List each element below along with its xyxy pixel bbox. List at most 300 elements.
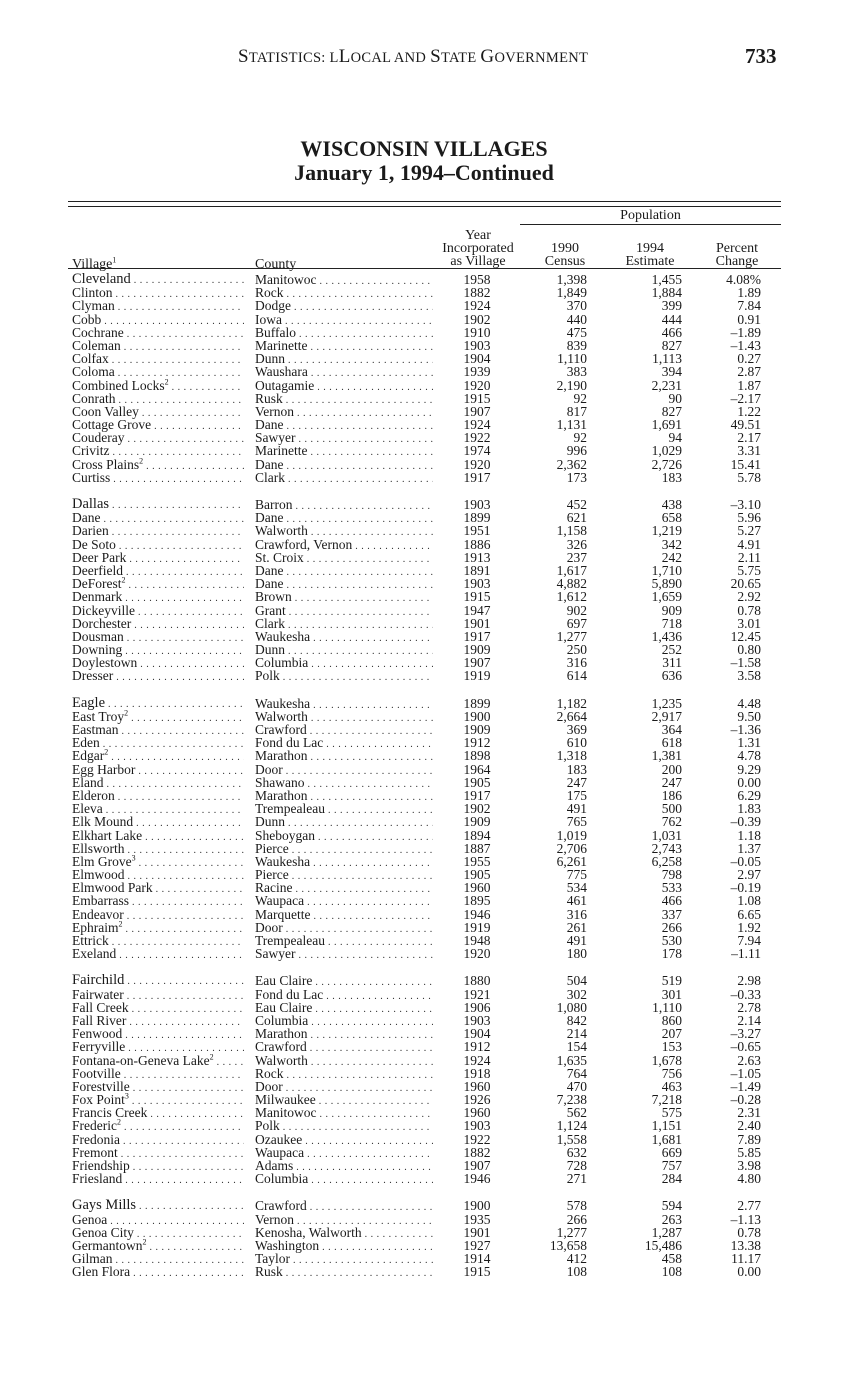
- estimate-1994: 762: [661, 814, 682, 830]
- year-incorporated: 1958: [463, 272, 491, 287]
- estimate-1994: 444: [661, 311, 682, 327]
- estimate-1994: 636: [661, 668, 682, 684]
- county-name: Brown . . .: [255, 590, 433, 605]
- estimate-1994: 1,031: [651, 827, 682, 843]
- county-name: Ozaukee . . .: [255, 1133, 433, 1148]
- title-line-2: January 1, 1994–Continued: [294, 160, 554, 185]
- county-name: Kenosha, Walworth . . .: [255, 1226, 433, 1241]
- percent-change: –1.13: [730, 1211, 761, 1227]
- census-1990: 370: [566, 298, 587, 314]
- year-incorporated: 1902: [463, 801, 491, 817]
- census-1990: 764: [566, 1065, 587, 1081]
- county-name: Adams . . .: [255, 1159, 433, 1174]
- percent-change: –1.36: [730, 722, 761, 737]
- estimate-header: 1994 Estimate: [625, 241, 675, 269]
- county-name: Dunn . . .: [255, 815, 433, 830]
- census-1990: 316: [566, 906, 587, 922]
- estimate-1994: 1,029: [651, 443, 682, 459]
- estimate-1994: 263: [661, 1211, 682, 1227]
- percent-change: 5.27: [737, 523, 761, 539]
- county-name: Waupaca . . .: [255, 894, 433, 909]
- year-incorporated: 1960: [463, 1105, 491, 1121]
- county-name: Crawford, Vernon . . .: [255, 538, 433, 553]
- year-incorporated: 1900: [463, 708, 491, 724]
- percent-change: 4.08%: [726, 272, 761, 287]
- percent-change-header: Percent Change: [715, 241, 759, 269]
- estimate-1994: 266: [661, 919, 682, 935]
- table-row: [72, 418, 792, 431]
- village-name: Fairwater . . .: [72, 988, 244, 1003]
- table-row: [72, 1159, 792, 1172]
- population-header: Population: [620, 208, 681, 223]
- percent-change: 5.78: [737, 469, 761, 485]
- table-row: [72, 988, 792, 1001]
- estimate-1994: 860: [661, 1012, 682, 1028]
- village-name: Fremont . . .: [72, 1146, 244, 1161]
- census-1990: 183: [566, 761, 587, 777]
- percent-change: 1.37: [737, 840, 761, 856]
- percent-change: 3.01: [737, 615, 761, 631]
- year-incorporated: 1907: [463, 403, 491, 419]
- village-name: Dousman . . .: [72, 630, 244, 645]
- footnote-marker: 2: [121, 577, 126, 585]
- village-name: Curtiss . . .: [72, 471, 244, 486]
- estimate-1994: 2,726: [651, 456, 682, 472]
- table-row: [72, 749, 792, 762]
- table-row: [72, 776, 792, 789]
- census-1990: 470: [566, 1078, 587, 1094]
- year-incorporated: 1895: [463, 893, 491, 909]
- year-incorporated: 1882: [463, 285, 491, 301]
- table-group: [72, 1199, 792, 1278]
- percent-change: 4.78: [737, 748, 761, 764]
- census-1990: 765: [566, 814, 587, 830]
- table-row: [72, 1106, 792, 1119]
- village-name: Fox Point$^3$ . . .: [72, 1093, 244, 1108]
- census-1990: 2,362: [556, 456, 587, 472]
- percent-change: 0.91: [737, 311, 761, 327]
- table-group: [72, 273, 792, 484]
- table-row: [72, 564, 792, 577]
- year-incorporated: 1900: [463, 1198, 491, 1214]
- county-name: Rock . . .: [255, 286, 433, 301]
- census-1990: 1,617: [556, 562, 587, 578]
- county-name: Dane . . .: [255, 577, 433, 592]
- table-row: [72, 921, 792, 934]
- county-name: Walworth . . .: [255, 1054, 433, 1069]
- estimate-1994: 15,486: [644, 1237, 682, 1253]
- table-row: [72, 313, 792, 326]
- year-incorporated: 1922: [463, 1131, 491, 1147]
- county-name: Walworth . . .: [255, 710, 433, 725]
- county-name: Columbia . . .: [255, 656, 433, 671]
- village-name: Friendship . . .: [72, 1159, 244, 1174]
- estimate-1994: 342: [661, 536, 682, 552]
- estimate-1994: 153: [661, 1039, 682, 1055]
- county-name: Crawford . . .: [255, 723, 433, 738]
- estimate-1994: 364: [661, 722, 682, 737]
- county-name: Marathon . . .: [255, 749, 433, 764]
- census-1990: 2,190: [556, 377, 587, 393]
- year-incorporated: 1926: [463, 1092, 491, 1108]
- village-name: Fall Creek . . .: [72, 1001, 244, 1016]
- village-name: Dorchester . . .: [72, 617, 244, 632]
- footnote-marker: 2: [104, 749, 109, 757]
- county-name: Vernon . . .: [255, 1213, 433, 1228]
- village-name: Dallas . . .: [72, 498, 244, 512]
- table-row: [72, 617, 792, 630]
- table-row: [72, 669, 792, 682]
- county-name: Door . . .: [255, 1080, 433, 1095]
- year-incorporated: 1891: [463, 562, 491, 578]
- estimate-1994: 757: [661, 1158, 682, 1173]
- county-header: County: [255, 257, 297, 272]
- year-incorporated: 1920: [463, 946, 491, 962]
- villages-table: [72, 273, 792, 1293]
- percent-change: 2.14: [737, 1012, 761, 1028]
- table-row: [72, 802, 792, 815]
- year-incorporated: 1910: [463, 324, 491, 340]
- year-incorporated: 1899: [463, 695, 491, 711]
- estimate-1994: 909: [661, 602, 682, 618]
- table-row: [72, 339, 792, 352]
- estimate-1994: 618: [661, 735, 682, 751]
- table-row: [72, 1265, 792, 1278]
- census-1990: 13,658: [549, 1237, 587, 1253]
- year-incorporated: 1903: [463, 337, 491, 353]
- table-row: [72, 1054, 792, 1067]
- table-row: [72, 1119, 792, 1132]
- census-1990: 250: [566, 642, 587, 658]
- table-row: [72, 656, 792, 669]
- year-incorporated: 1904: [463, 351, 491, 367]
- estimate-1994: 2,743: [651, 840, 682, 856]
- county-name: Dane . . .: [255, 564, 433, 579]
- table-row: [72, 1093, 792, 1106]
- estimate-1994: 5,890: [651, 576, 682, 592]
- percent-change: 2.17: [737, 430, 761, 446]
- year-incorporated: 1917: [463, 628, 491, 644]
- census-1990: 1,080: [556, 999, 587, 1015]
- county-name: Pierce . . .: [255, 868, 433, 883]
- census-1990: 92: [573, 390, 587, 406]
- county-name: Pierce . . .: [255, 842, 433, 857]
- percent-change: 4.80: [737, 1171, 761, 1187]
- county-name: Milwaukee . . .: [255, 1093, 433, 1108]
- village-name: Downing . . .: [72, 643, 244, 658]
- percent-change: 9.29: [737, 761, 761, 777]
- estimate-1994: 1,287: [651, 1224, 682, 1240]
- percent-change: 7.94: [737, 933, 761, 948]
- village-name: Elmwood . . .: [72, 868, 244, 883]
- page-title: [0, 137, 848, 185]
- village-name: Cottage Grove . . .: [72, 418, 244, 433]
- county-name: Marathon . . .: [255, 1027, 433, 1042]
- year-incorporated: 1902: [463, 311, 491, 327]
- estimate-1994: 575: [661, 1105, 682, 1121]
- percent-change: 0.80: [737, 642, 761, 658]
- village-name: Ferryville . . .: [72, 1040, 244, 1055]
- county-name: Waukesha . . .: [255, 630, 433, 645]
- table-row: [72, 829, 792, 842]
- percent-change: –1.89: [730, 324, 761, 340]
- county-name: Rock . . .: [255, 1067, 433, 1082]
- county-name: Grant . . .: [255, 604, 433, 619]
- percent-change: 1.22: [737, 403, 761, 419]
- village-name: Genoa . . .: [72, 1213, 244, 1228]
- census-1990: 491: [566, 801, 587, 817]
- table-group: [72, 498, 792, 683]
- percent-change: 0.78: [737, 1224, 761, 1240]
- village-name: Ephraim$^2$ . . .: [72, 921, 244, 936]
- county-name: Dane . . .: [255, 418, 433, 433]
- village-name: East Troy$^2$ . . .: [72, 710, 244, 725]
- county-name: Polk . . .: [255, 1119, 433, 1134]
- village-name: Crivitz . . .: [72, 444, 244, 459]
- village-name: Elk Mound . . .: [72, 815, 244, 830]
- table-row: [72, 1027, 792, 1040]
- county-name: Sheboygan . . .: [255, 829, 433, 844]
- year-incorporated: 1901: [463, 615, 491, 631]
- table-row: [72, 1040, 792, 1053]
- estimate-1994: 1,436: [651, 628, 682, 644]
- percent-change: 6.29: [737, 787, 761, 803]
- year-incorporated: 1917: [463, 787, 491, 803]
- census-1990: 1,277: [556, 628, 587, 644]
- village-name: Fairchild . . .: [72, 974, 244, 988]
- village-name: Elkhart Lake . . .: [72, 829, 244, 844]
- census-1990: 1,612: [556, 589, 587, 605]
- percent-change: 1.31: [737, 735, 761, 751]
- census-1990: 271: [566, 1171, 587, 1187]
- footnote-marker: 2: [142, 1238, 147, 1247]
- table-row: [72, 974, 792, 987]
- village-name: Cochrane . . .: [72, 326, 244, 341]
- percent-change: 5.85: [737, 1144, 761, 1160]
- year-incorporated: 1903: [463, 1012, 491, 1028]
- year-incorporated: 1903: [463, 497, 491, 512]
- village-name: Endeavor . . .: [72, 908, 244, 923]
- estimate-1994: 2,917: [651, 708, 682, 724]
- year-incorporated: 1905: [463, 774, 491, 790]
- percent-change: 2.97: [737, 867, 761, 883]
- census-1990: 2,664: [556, 708, 587, 724]
- table-row: [72, 894, 792, 907]
- year-incorporated: 1899: [463, 510, 491, 526]
- table-row: [72, 431, 792, 444]
- percent-change: 1.83: [737, 801, 761, 817]
- year-incorporated: 1915: [463, 589, 491, 605]
- percent-change: 2.92: [737, 589, 761, 605]
- village-name: Dane . . .: [72, 511, 244, 526]
- year-incorporated: 1880: [463, 973, 491, 989]
- estimate-1994: 108: [661, 1264, 682, 1280]
- census-1990: 266: [566, 1211, 587, 1227]
- percent-change: 15.41: [730, 456, 761, 472]
- village-name: Conrath . . .: [72, 392, 244, 407]
- table-row: [72, 1001, 792, 1014]
- county-name: Outagamie . . .: [255, 379, 433, 394]
- year-incorporated: 1921: [463, 986, 491, 1002]
- census-1990: 412: [566, 1251, 587, 1267]
- census-1990: 108: [566, 1264, 587, 1280]
- census-1990: 475: [566, 324, 587, 340]
- estimate-1994: 337: [661, 906, 682, 922]
- census-1990: 4,882: [556, 576, 587, 592]
- village-name: Fontana-on-Geneva Lake$^2$ . . .: [72, 1054, 244, 1069]
- year-incorporated: 1914: [463, 1251, 491, 1267]
- table-row: [72, 763, 792, 776]
- census-1990: 728: [566, 1158, 587, 1173]
- county-name: Columbia . . .: [255, 1172, 433, 1187]
- footnote-marker: 2: [209, 1053, 214, 1061]
- year-incorporated: 1951: [463, 523, 491, 539]
- table-row: [72, 273, 792, 286]
- estimate-1994: 200: [661, 761, 682, 777]
- percent-change: 2.63: [737, 1052, 761, 1068]
- county-name: Dane . . .: [255, 458, 433, 473]
- county-name: Marinette . . .: [255, 339, 433, 354]
- year-header: Year Incorporated as Village: [442, 228, 514, 269]
- village-name: Cobb . . .: [72, 313, 244, 328]
- village-name: Friesland . . .: [72, 1172, 244, 1187]
- village-name: Dresser . . .: [72, 669, 244, 684]
- estimate-1994: 284: [661, 1171, 682, 1187]
- table-row: [72, 1252, 792, 1265]
- estimate-1994: 1,219: [651, 523, 682, 539]
- village-name: Gays Mills . . .: [72, 1199, 244, 1213]
- village-name: Combined Locks$^2$ . . .: [72, 379, 244, 394]
- estimate-1994: 669: [661, 1144, 682, 1160]
- estimate-1994: 1,235: [651, 695, 682, 711]
- title-line-1: WISCONSIN VILLAGES: [300, 136, 548, 161]
- census-1990: 697: [566, 615, 587, 631]
- county-name: Dunn . . .: [255, 352, 433, 367]
- census-1990: 440: [566, 311, 587, 327]
- table-row: [72, 881, 792, 894]
- census-1990: 369: [566, 722, 587, 737]
- census-1990: 261: [566, 919, 587, 935]
- census-1990: 1,398: [556, 272, 587, 287]
- county-name: Crawford . . .: [255, 1199, 433, 1214]
- estimate-1994: 1,455: [651, 272, 682, 287]
- table-row: [72, 723, 792, 736]
- table-row: [72, 1199, 792, 1212]
- village-name: Coleman . . .: [72, 339, 244, 354]
- village-name: Fall River . . .: [72, 1014, 244, 1029]
- census-1990: 1,558: [556, 1131, 587, 1147]
- village-name: De Soto . . .: [72, 538, 244, 553]
- percent-change: 5.96: [737, 510, 761, 526]
- table-row: [72, 604, 792, 617]
- percent-change: 2.78: [737, 999, 761, 1015]
- county-name: Waukesha . . .: [255, 855, 433, 870]
- table-row: [72, 538, 792, 551]
- census-1990: 173: [566, 469, 587, 485]
- county-name: Buffalo . . .: [255, 326, 433, 341]
- census-1990: 6,261: [556, 853, 587, 869]
- percent-change: –0.65: [730, 1039, 761, 1055]
- percent-change: 1.92: [737, 919, 761, 935]
- estimate-1994: 718: [661, 615, 682, 631]
- village-name: Denmark . . .: [72, 590, 244, 605]
- county-name: Eau Claire . . .: [255, 1001, 433, 1016]
- table-row: [72, 1226, 792, 1239]
- census-1990: 902: [566, 602, 587, 618]
- county-name: St. Croix . . .: [255, 551, 433, 566]
- table-row: [72, 1239, 792, 1252]
- year-incorporated: 1912: [463, 1039, 491, 1055]
- percent-change: –0.05: [730, 853, 761, 869]
- year-incorporated: 1920: [463, 377, 491, 393]
- census-1990: 1,635: [556, 1052, 587, 1068]
- census-1990: 1,131: [556, 417, 587, 433]
- county-name: Crawford . . .: [255, 1040, 433, 1055]
- top-rule-1: [68, 201, 781, 202]
- village-name: Genoa City . . .: [72, 1226, 244, 1241]
- table-row: [72, 458, 792, 471]
- village-name: DeForest$^2$ . . .: [72, 577, 244, 592]
- estimate-1994: 1,884: [651, 285, 682, 301]
- percent-change: –2.17: [730, 390, 761, 406]
- estimate-1994: 399: [661, 298, 682, 314]
- census-1990: 775: [566, 867, 587, 883]
- village-name: Coon Valley . . .: [72, 405, 244, 420]
- estimate-1994: 90: [668, 390, 682, 406]
- percent-change: 2.87: [737, 364, 761, 380]
- estimate-1994: 458: [661, 1251, 682, 1267]
- percent-change: 13.38: [730, 1237, 761, 1253]
- table-row: [72, 524, 792, 537]
- percent-change: 12.45: [730, 628, 761, 644]
- census-header: 1990 Census: [544, 241, 586, 269]
- village-name: Deer Park . . .: [72, 551, 244, 566]
- table-row: [72, 498, 792, 511]
- table-row: [72, 444, 792, 457]
- village-name: Forestville . . .: [72, 1080, 244, 1095]
- year-incorporated: 1924: [463, 298, 491, 314]
- year-incorporated: 1919: [463, 919, 491, 935]
- village-name: Ellsworth . . .: [72, 842, 244, 857]
- table-row: [72, 1014, 792, 1027]
- census-1990: 1,318: [556, 748, 587, 764]
- percent-change: 9.50: [737, 708, 761, 724]
- county-name: Manitowoc . . .: [255, 273, 433, 288]
- county-name: Door . . .: [255, 763, 433, 778]
- year-incorporated: 1919: [463, 668, 491, 684]
- census-1990: 839: [566, 337, 587, 353]
- table-group: [72, 974, 792, 1185]
- county-name: Iowa . . .: [255, 313, 433, 328]
- census-1990: 578: [566, 1198, 587, 1214]
- percent-change: 7.84: [737, 298, 761, 314]
- table-row: [72, 352, 792, 365]
- census-1990: 154: [566, 1039, 587, 1055]
- footnote-marker: 2: [139, 457, 144, 466]
- table-row: [72, 934, 792, 947]
- estimate-1994: 466: [661, 324, 682, 340]
- estimate-1994: 533: [661, 880, 682, 896]
- county-name: Marquette . . .: [255, 908, 433, 923]
- table-row: [72, 855, 792, 868]
- village-name: Clyman . . .: [72, 299, 244, 314]
- village-name: Cross Plains$^2$ . . .: [72, 458, 244, 473]
- county-name: Sawyer . . .: [255, 947, 433, 962]
- village-name: Exeland . . .: [72, 947, 244, 962]
- year-incorporated: 1906: [463, 999, 491, 1015]
- year-incorporated: 1946: [463, 906, 491, 922]
- village-name: Elm Grove$^3$ . . .: [72, 855, 244, 870]
